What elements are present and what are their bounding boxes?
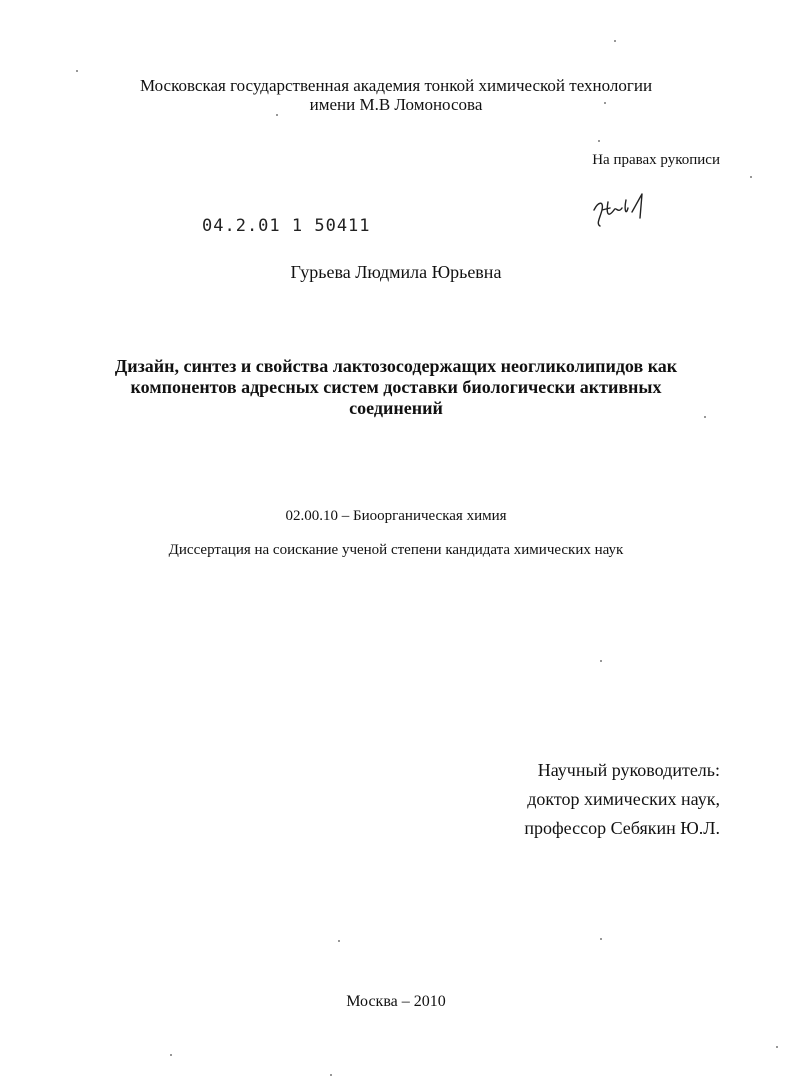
advisor-name: профессор Себякин Ю.Л. xyxy=(524,818,720,838)
scan-speck xyxy=(276,114,278,116)
specialty-code: 02.00.10 – Биоорганическая химия xyxy=(285,508,507,524)
scan-speck xyxy=(76,70,78,72)
institution-name: Московская государственная академия тонкой химической технологии xyxy=(139,76,653,95)
scan-speck xyxy=(600,660,602,662)
scan-speck xyxy=(704,416,706,418)
title-line: Дизайн, синтез и свойства лактозосодержащих неогликолипидов как xyxy=(114,356,678,376)
scan-speck xyxy=(598,140,600,142)
registration-number: 04.2.01 1 50411 xyxy=(202,216,371,236)
scan-speck xyxy=(604,102,606,104)
scan-speck xyxy=(338,940,340,942)
author-name: Гурьева Людмила Юрьевна xyxy=(290,262,502,282)
title-line: компонентов адресных систем доставки биологически активных xyxy=(130,377,662,397)
advisor-block xyxy=(524,756,720,843)
degree-statement: Диссертация на соискание ученой степени кандидата химических наук xyxy=(168,542,624,558)
scan-speck xyxy=(614,40,616,42)
scan-speck xyxy=(776,1046,778,1048)
city-year: Москва – 2010 xyxy=(346,993,446,1010)
dissertation-title xyxy=(0,356,792,419)
advisor-label: Научный руководитель: xyxy=(537,760,720,780)
scan-speck xyxy=(600,938,602,940)
scan-speck xyxy=(330,1074,332,1076)
title-line: соединений xyxy=(349,398,443,418)
scan-speck xyxy=(750,176,752,178)
scan-speck xyxy=(170,1054,172,1056)
advisor-degree: доктор химических наук, xyxy=(527,789,720,809)
institution-subtitle: имени М.В Ломоносова xyxy=(309,95,483,114)
rights-note: На правах рукописи xyxy=(592,152,720,168)
institution-block xyxy=(0,76,792,114)
handwritten-signature xyxy=(588,188,658,232)
